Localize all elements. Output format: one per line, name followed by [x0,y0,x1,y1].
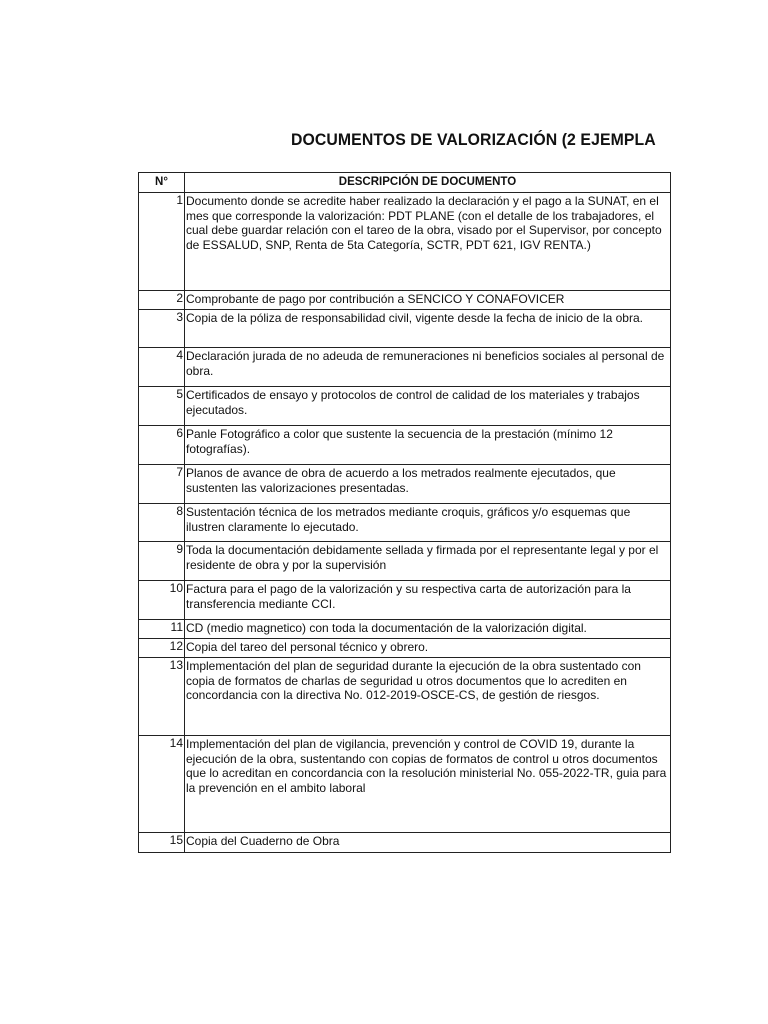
row-description: Documento donde se acredite haber realizado la declaración y el pago a la SUNAT, en el mes que corresponde la valorización: PDT PLANE (con el detalle de los trabajadores, el cual debe guardar relación con el tareo de la obra, visado por el Supervisor, por concepto de ESSALUD, SNP, Renta de 5ta Categoría, SCTR, PDT 621, IGV RENTA.) [185,193,671,291]
header-description: DESCRIPCIÓN DE DOCUMENTO [185,173,671,193]
row-number: 15 [139,833,185,853]
row-description: CD (medio magnetico) con toda la documentación de la valorización digital. [185,620,671,639]
table-row [139,193,671,291]
row-description: Declaración jurada de no adeuda de remuneraciones ni beneficios sociales al personal de obra. [185,348,671,387]
row-description: Implementación del plan de vigilancia, prevención y control de COVID 19, durante la ejecución de la obra, sustentando con copias de formatos de control u otros documentos que lo acreditan en concordancia con la resolución ministerial No. 055-2022-TR, guia para la prevención en el ambito laboral [185,736,671,833]
table-row [139,504,671,542]
row-description: Planos de avance de obra de acuerdo a los metrados realmente ejecutados, que sustenten las valorizaciones presentadas. [185,465,671,504]
documents-table [138,172,671,853]
table-row [139,658,671,736]
row-description: Comprobante de pago por contribución a SENCICO Y CONAFOVICER [185,291,671,310]
row-description: Certificados de ensayo y protocolos de control de calidad de los materiales y trabajos ejecutados. [185,387,671,426]
table-row [139,639,671,658]
row-number: 6 [139,426,185,465]
document-title: DOCUMENTOS DE VALORIZACIÓN (2 EJEMPLA [291,130,656,149]
row-description: Toda la documentación debidamente sellada y firmada por el representante legal y por el residente de obra y por la supervisión [185,542,671,581]
row-number: 11 [139,620,185,639]
table-row [139,542,671,581]
row-description: Implementación del plan de seguridad durante la ejecución de la obra sustentado con copia de formatos de charlas de seguridad u otros documentos que lo acrediten en concordancia con la directiva No. 012-2019-OSCE-CS, de gestión de riesgos. [185,658,671,736]
table-row [139,620,671,639]
table-row [139,426,671,465]
table-row [139,736,671,833]
header-number: N° [139,173,185,193]
table-row [139,348,671,387]
table-row [139,387,671,426]
row-number: 4 [139,348,185,387]
row-number: 9 [139,542,185,581]
row-number: 8 [139,504,185,542]
row-number: 13 [139,658,185,736]
row-description: Copia del Cuaderno de Obra [185,833,671,853]
row-number: 12 [139,639,185,658]
table-header-row [139,173,671,193]
row-number: 7 [139,465,185,504]
table-row [139,581,671,620]
table-row [139,465,671,504]
row-description: Sustentación técnica de los metrados mediante croquis, gráficos y/o esquemas que ilustren claramente lo ejecutado. [185,504,671,542]
row-number: 14 [139,736,185,833]
row-number: 2 [139,291,185,310]
row-description: Copia del tareo del personal técnico y obrero. [185,639,671,658]
row-number: 5 [139,387,185,426]
row-description: Panle Fotográfico a color que sustente la secuencia de la prestación (mínimo 12 fotografías). [185,426,671,465]
row-number: 10 [139,581,185,620]
row-description: Copia de la póliza de responsabilidad civil, vigente desde la fecha de inicio de la obra. [185,310,671,348]
table-row [139,310,671,348]
row-number: 1 [139,193,185,291]
table-row [139,833,671,853]
row-number: 3 [139,310,185,348]
row-description: Factura para el pago de la valorización y su respectiva carta de autorización para la transferencia mediante CCI. [185,581,671,620]
table-row [139,291,671,310]
